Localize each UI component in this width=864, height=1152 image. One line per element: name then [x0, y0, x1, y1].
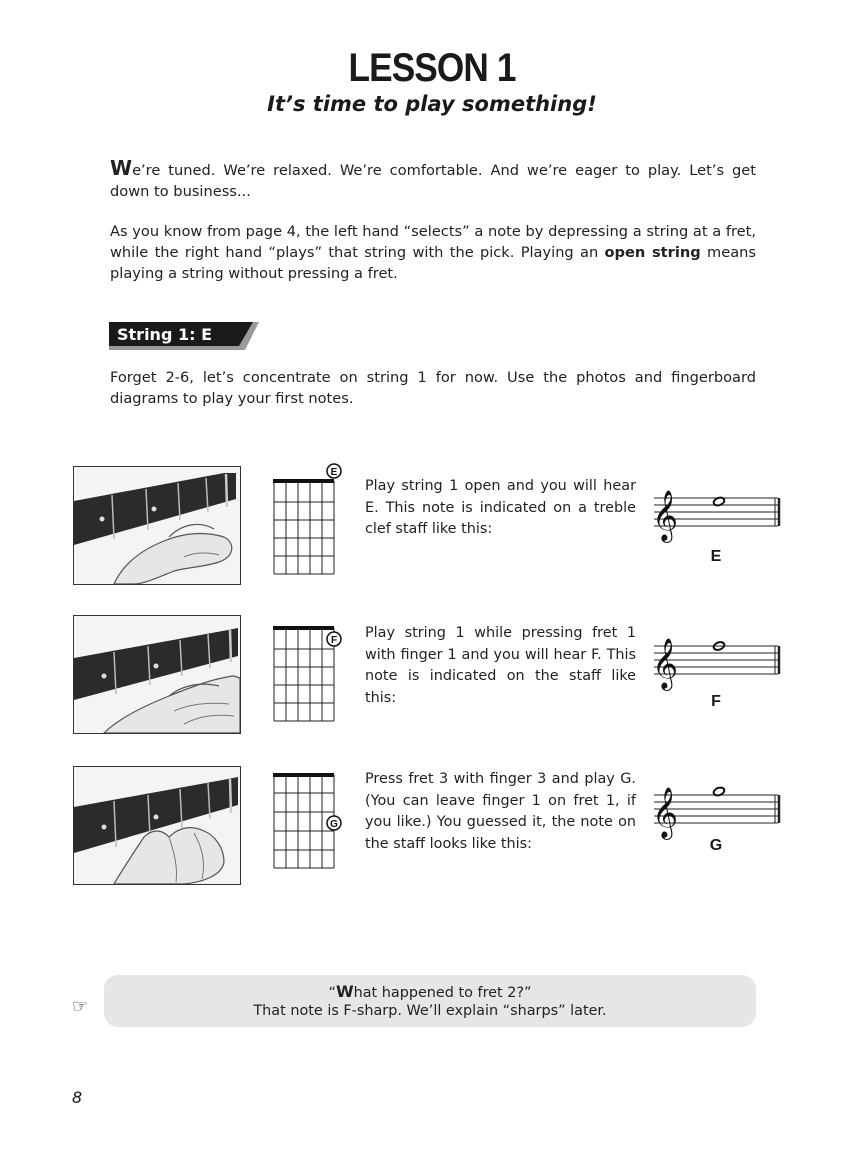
staff-note-g: [650, 778, 785, 842]
open-string-term: open string: [604, 244, 701, 261]
lesson-title: LESSON 1: [348, 46, 516, 90]
callout-question: [104, 982, 756, 1001]
treble-clef-icon: 𝄞: [652, 787, 679, 838]
lesson-subtitle: It’s time to play something!: [267, 92, 597, 116]
intro-paragraph-2: [110, 221, 756, 284]
photo-hand-open-string: [73, 466, 241, 585]
section-heading: String 1: E: [117, 325, 212, 344]
treble-clef-icon: 𝄞: [652, 490, 679, 541]
note-name-e: E: [710, 548, 722, 565]
callout-question-text: hat happened to fret 2?”: [353, 985, 532, 1001]
pointing-hand-icon: ☞: [72, 996, 89, 1017]
fingerboard-diagram-f: [272, 626, 344, 726]
callout-answer: That note is F-sharp. We’ll explain “sharps” later.: [253, 1003, 607, 1019]
note-g-description: Press fret 3 with finger 3 and play G. (You can leave finger 1 on fret 1, if you like.) You guessed it, the note on the staff looks like this:: [365, 771, 636, 852]
intro-paragraph-1-text: e’re tuned. We’re relaxed. We’re comfortable. And we’re eager to play. Let’s get down to business...: [110, 162, 756, 200]
callout-drop-cap: W: [335, 982, 354, 1001]
photo-hand-fret-1: [73, 615, 241, 734]
section-paragraph: Forget 2-6, let’s concentrate on string 1 for now. Use the photos and fingerboard diagrams to play your first notes.: [110, 369, 756, 407]
staff-note-f: [650, 632, 785, 696]
note-name-f: F: [711, 693, 721, 710]
drop-cap: W: [110, 156, 133, 180]
fingerboard-diagram-e: [272, 462, 344, 577]
note-f-description: Play string 1 while pressing fret 1 with finger 1 and you will hear F. This note is indicated on the staff like this:: [365, 625, 636, 706]
treble-clef-icon: 𝄞: [652, 638, 679, 689]
intro-paragraph-2-after: means playing a string without pressing a fret.: [110, 244, 756, 282]
intro-paragraph-2-before: As you know from page 4, the left hand “selects” a note by depressing a string at a fret, while the right hand “plays” that string with the pick. Playing an: [110, 223, 756, 261]
photo-hand-fret-3: [73, 766, 241, 885]
fingerboard-diagram-g: [272, 773, 344, 873]
page-number: 8: [72, 1088, 83, 1107]
fret-marker-g: G: [330, 819, 338, 830]
fret-marker-e: E: [330, 467, 338, 478]
intro-paragraph-1: [110, 158, 756, 202]
callout-quote-open: “: [328, 985, 336, 1001]
note-e-description: Play string 1 open and you will hear E. This note is indicated on a treble clef staff like this:: [365, 478, 636, 537]
note-name-g: G: [709, 837, 723, 854]
staff-note-e: [650, 484, 785, 548]
fret-marker-f: F: [330, 635, 338, 646]
